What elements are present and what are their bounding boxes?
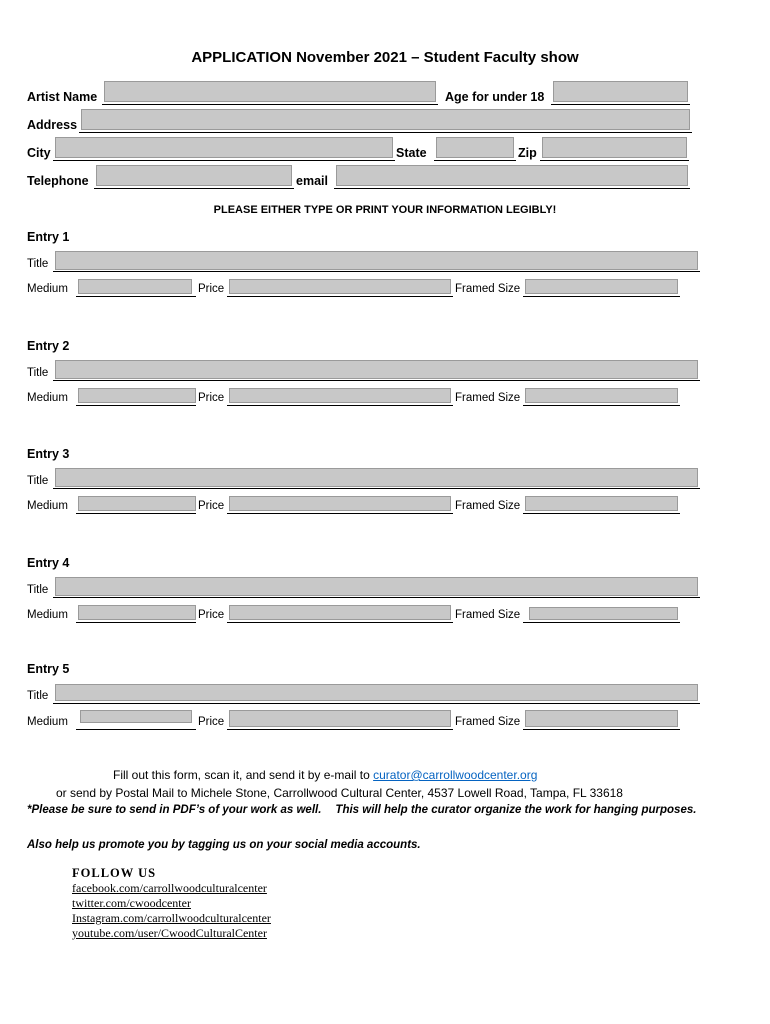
state-label: State: [396, 146, 427, 160]
entry-heading: Entry 2: [27, 339, 70, 353]
framed-size-field[interactable]: [525, 710, 678, 727]
pdf-note: [27, 804, 696, 816]
framed-size-field[interactable]: [529, 607, 678, 620]
address-field[interactable]: [81, 109, 690, 130]
zip-field[interactable]: [542, 137, 687, 158]
city-underline: [53, 160, 395, 161]
price-label: Price: [198, 283, 225, 295]
title-label: Title: [27, 584, 49, 596]
telephone-label: Telephone: [27, 174, 89, 188]
framed-size-underline: [523, 729, 680, 730]
framed-size-label: Framed Size: [455, 609, 521, 621]
email-label: email: [296, 174, 328, 188]
entry-heading: Entry 4: [27, 556, 70, 570]
title-label: Title: [27, 690, 49, 702]
price-underline: [227, 405, 453, 406]
framed-size-label: Framed Size: [455, 283, 521, 295]
follow-us-heading: FOLLOW US: [72, 866, 157, 880]
title-label: Title: [27, 475, 49, 487]
framed-size-field[interactable]: [525, 279, 678, 294]
price-field[interactable]: [229, 279, 451, 294]
medium-label: Medium: [27, 392, 68, 404]
twitter-link[interactable]: twitter.com/cwoodcenter: [72, 896, 191, 910]
price-field[interactable]: [229, 388, 451, 403]
medium-field[interactable]: [78, 279, 192, 294]
medium-field[interactable]: [78, 388, 196, 403]
medium-underline: [76, 513, 196, 514]
medium-field[interactable]: [78, 605, 196, 620]
medium-underline: [76, 405, 196, 406]
price-underline: [227, 622, 453, 623]
address-underline: [79, 132, 692, 133]
state-underline: [434, 160, 516, 161]
instagram-link[interactable]: Instagram.com/carrollwoodculturalcenter: [72, 911, 271, 925]
page-title: APPLICATION November 2021 – Student Faculty show: [191, 49, 579, 66]
framed-size-underline: [523, 622, 680, 623]
title-label: Title: [27, 367, 49, 379]
age-underline: [551, 104, 690, 105]
submission-instruction: [113, 768, 537, 782]
address-label: Address: [27, 118, 78, 132]
promote-note: Also help us promote you by tagging us on your social media accounts.: [27, 839, 421, 851]
artist-name-field[interactable]: [104, 81, 436, 102]
price-label: Price: [198, 392, 225, 404]
price-field[interactable]: [229, 710, 451, 727]
title-field[interactable]: [55, 468, 698, 487]
entry-heading: Entry 1: [27, 230, 70, 244]
instruction-text: Fill out this form, scan it, and send it by e-mail to: [113, 768, 374, 782]
zip-label: Zip: [518, 146, 537, 160]
city-label: City: [27, 146, 51, 160]
entry-heading: Entry 3: [27, 447, 70, 461]
framed-size-underline: [523, 296, 680, 297]
medium-label: Medium: [27, 500, 68, 512]
title-field[interactable]: [55, 251, 698, 270]
artist-name-label: Artist Name: [27, 90, 98, 104]
entry-heading: Entry 5: [27, 662, 70, 676]
price-underline: [227, 296, 453, 297]
zip-underline: [540, 160, 689, 161]
price-field[interactable]: [229, 605, 451, 620]
title-underline: [53, 488, 700, 489]
age-label: Age for under 18: [445, 90, 545, 104]
medium-label: Medium: [27, 716, 68, 728]
telephone-underline: [94, 188, 294, 189]
city-field[interactable]: [55, 137, 393, 158]
state-field[interactable]: [436, 137, 514, 158]
title-underline: [53, 380, 700, 381]
price-label: Price: [198, 716, 225, 728]
email-underline: [334, 188, 690, 189]
price-field[interactable]: [229, 496, 451, 511]
framed-size-field[interactable]: [525, 388, 678, 403]
medium-label: Medium: [27, 283, 68, 295]
framed-size-underline: [523, 513, 680, 514]
facebook-link[interactable]: facebook.com/carrollwoodculturalcenter: [72, 881, 267, 895]
price-underline: [227, 513, 453, 514]
medium-field[interactable]: [80, 710, 192, 723]
framed-size-label: Framed Size: [455, 392, 521, 404]
title-underline: [53, 597, 700, 598]
medium-underline: [76, 296, 196, 297]
framed-size-label: Framed Size: [455, 500, 521, 512]
legibility-notice: PLEASE EITHER TYPE OR PRINT YOUR INFORMATION LEGIBLY!: [213, 204, 557, 216]
youtube-link[interactable]: youtube.com/user/CwoodCulturalCenter: [72, 926, 267, 940]
framed-size-label: Framed Size: [455, 716, 521, 728]
medium-underline: [76, 622, 196, 623]
title-underline: [53, 271, 700, 272]
age-field[interactable]: [553, 81, 688, 102]
artist-name-underline: [102, 104, 438, 105]
framed-size-field[interactable]: [525, 496, 678, 511]
price-underline: [227, 729, 453, 730]
pdf-note-a: *Please be sure to send in PDF’s of your work as well.: [27, 804, 322, 816]
curator-email-link[interactable]: curator@carrollwoodcenter.org: [373, 768, 538, 782]
postal-mail-line: or send by Postal Mail to Michele Stone, Carrollwood Cultural Center, 4537 Lowell Road, Tampa, FL 33618: [56, 786, 623, 800]
pdf-note-b: This will help the curator organize the work for hanging purposes.: [335, 804, 697, 816]
medium-field[interactable]: [78, 496, 196, 511]
medium-underline: [76, 729, 196, 730]
title-field[interactable]: [55, 577, 698, 596]
medium-label: Medium: [27, 609, 68, 621]
telephone-field[interactable]: [96, 165, 292, 186]
title-label: Title: [27, 258, 49, 270]
title-underline: [53, 703, 700, 704]
title-field[interactable]: [55, 360, 698, 379]
email-field[interactable]: [336, 165, 688, 186]
price-label: Price: [198, 500, 225, 512]
follow-us-section: [72, 866, 271, 941]
framed-size-underline: [523, 405, 680, 406]
price-label: Price: [198, 609, 225, 621]
title-field[interactable]: [55, 684, 698, 701]
